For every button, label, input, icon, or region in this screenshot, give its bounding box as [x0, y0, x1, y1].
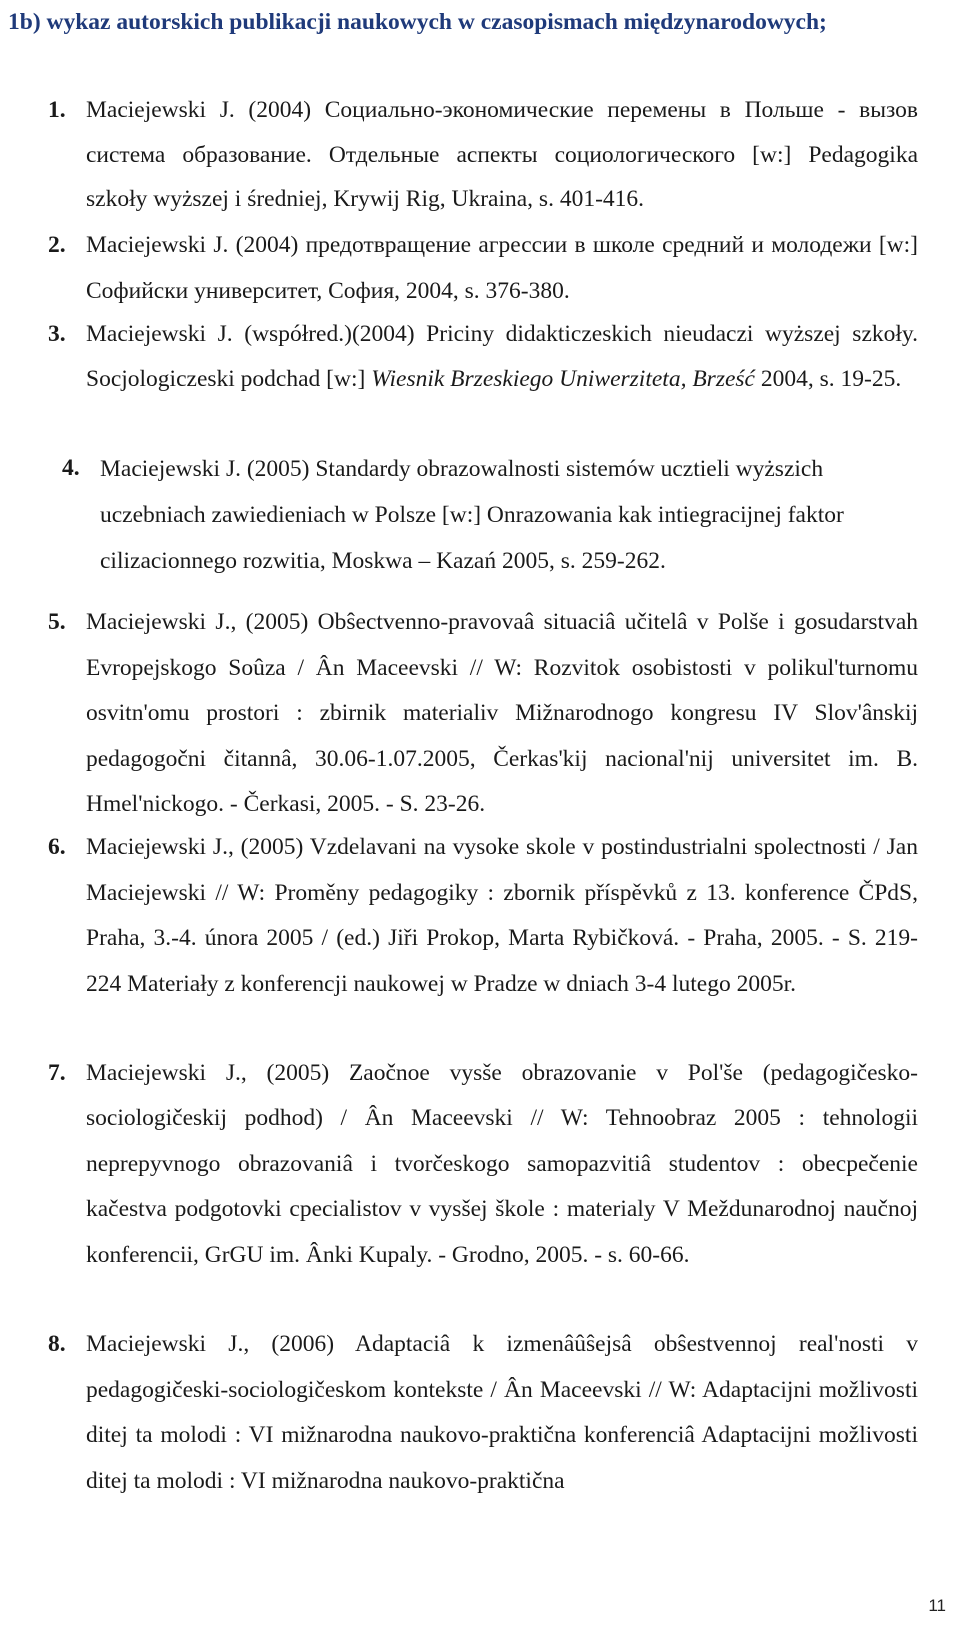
item-text: Maciejewski J., (2005) Obŝectvenno-pravovaâ situaciâ učitelâ v Polše i gosudarstvah Evropejskogo Soûza / Ân Maceevski // W: Rozvitok osobistosti v polikul'turnomu osvitn'omu prostori : zbirnik materialiv Mižnarodnogo kongresu IV Slov'ânskij pedagogočni čitannâ, 30.06-1.07.2005, Čerkas'kij nacional'nij universitet im. B. Hmel'nickogo. - Čerkasi, 2005. - S. 23-26.: [86, 609, 918, 818]
item-text: Maciejewski J. (2004) Социально-экономические перемены в Польше - вызов система образование. Отдельные аспекты социологического [w:] Pedagogika szkoły wyższej i średniej, Krywij Rig, Ukraina, s. 401-416.: [86, 97, 918, 212]
item-number: 5.: [48, 609, 66, 635]
item-text: Maciejewski J. (2005) Standardy obrazowalnosti sistemów ucztieli wyższich uczebniach zawiedieniach w Polsze [w:] Onrazowania kak intiegracijnej faktor cilizacionnego rozwitia, Moskwa – Kazań 2005, s. 259-262.: [100, 456, 844, 574]
item-text: Maciejewski J., (2006) Adaptaciâ k izmenâûŝejsâ obŝestvennoj real'nosti v pedagogičeski-sociologičeskom kontekste / Ân Maceevski // W: Adaptacijni možlivosti ditej ta molodi : VI mižnarodna naukovo-praktična konferenciâ Adaptacijni možlivosti ditej ta molodi : VI mižnarodna naukovo-praktična: [86, 1331, 918, 1494]
item-number: 1.: [48, 97, 66, 123]
item-text: Maciejewski J., (2005) Zaočnoe vysše obrazovanie v Pol'še (pedagogičesko-sociologičeskij podhod) / Ân Maceevski // W: Tehnoobraz 2005 : tehnologii neprepyvnogo obrazovaniâ i tvorčeskogo samopazvitiâ studentov : obecpečenie kačestva podgotovki cpecialistov v vysšej škole : materialy V Meždunarodnoj naučnoj konferencii, GrGU im. Ânki Kupaly. - Grodno, 2005. - s. 60-66.: [86, 1060, 918, 1268]
item-text: Maciejewski J., (2005) Vzdelavani na vysoke skole v postindustrialni spolectnosti / Jan Maciejewski // W: Proměny pedagogiky : zbornik příspěvků z 13. konference ČPdS, Praha, 3.-4. února 2005 / (ed.) Jiři Prokop, Marta Rybičková. - Praha, 2005. - S. 219-224 Materiały z konferencji naukowej w Pradze w dniach 3-4 lutego 2005r.: [86, 834, 918, 997]
item-number: 8.: [48, 1331, 66, 1357]
page-number: 11: [928, 1596, 946, 1615]
item-number: 6.: [48, 834, 66, 860]
item-text: Maciejewski J. (2004) предотвращение агрессии в школе средний и молодежи [w:] Софийски университет, София, 2004, s. 376-380.: [86, 232, 918, 304]
item-number: 2.: [48, 232, 66, 258]
section-heading: 1b) wykaz autorskich publikacji naukowych w czasopismach międzynarodowych;: [8, 9, 827, 35]
item-number: 4.: [62, 455, 80, 481]
item-text-end: 2004, s. 19-25.: [754, 366, 902, 392]
journal-title: Wiesnik Brzeskiego Uniwerziteta, Brześć: [371, 366, 755, 392]
item-number: 3.: [48, 321, 66, 347]
item-text-main: Maciejewski J. (współred.)(2004) Priciny didakticzeskich nieudaczi wyższej szkoły. Socjologiczeski podchad [w:]: [86, 321, 918, 392]
item-text: [86, 312, 918, 402]
item-number: 7.: [48, 1060, 66, 1086]
